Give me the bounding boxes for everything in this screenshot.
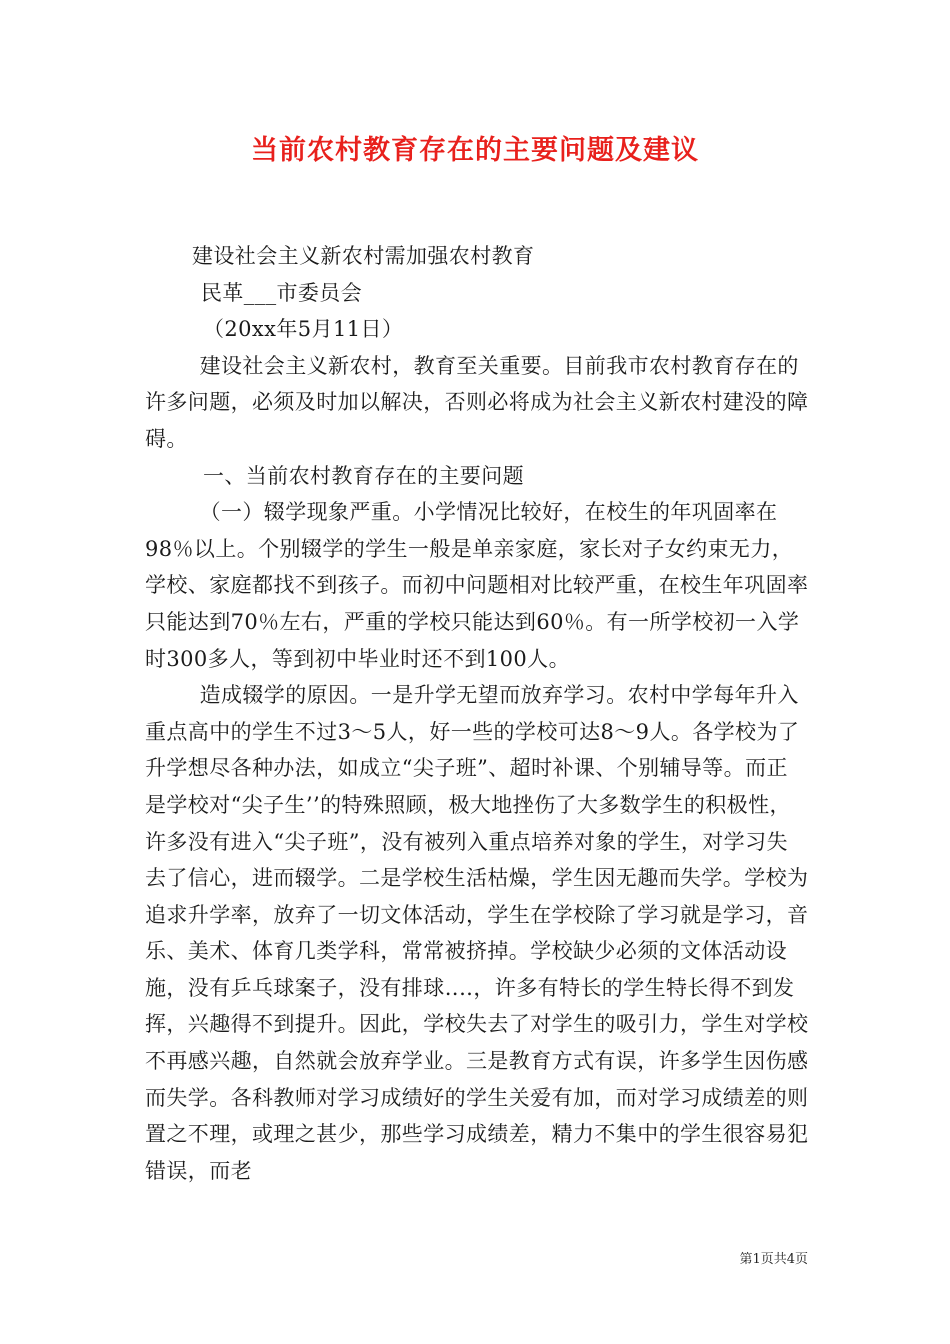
subtitle: 建设社会主义新农村需加强农村教育 <box>192 244 535 268</box>
document-body <box>145 238 809 1189</box>
page-number: 第1页共4页 <box>739 1252 808 1267</box>
paragraph-dropout: （一）辍学现象严重。小学情况比较好，在校生的年巩固率在98％以上。个别辍学的学生一般是单亲家庭，家长对子女约束无力，学校、家庭都找不到孩子。而初中问题相对比较严重，在校生年巩固率只能达到70％左右，严重的学校只能达到60％。有一所学校初一入学时300多人，等到初中毕业时还不到100人。 <box>145 500 809 671</box>
paragraph-causes: 造成辍学的原因。一是升学无望而放弃学习。农村中学每年升入重点高中的学生不过3～5人，好一些的学校可达8～9人。各学校为了升学想尽各种办法，如成立“尖子班”、超时补课、个别辅导等。而正是学校对“尖子生’’的特殊照顾，极大地挫伤了大多数学生的积极性，许多没有进入“尖子班”，没有被列入重点培养对象的学生，对学习失去了信心，进而辍学。二是学校生活枯燥，学生因无趣而失学。学校为追求升学率，放弃了一切文体活动，学生在学校除了学习就是学习，音乐、美术、体育几类学科，常常被挤掉。学校缺少必须的文体活动设施，没有乒乓球案子，没有排球‥‥，许多有特长的学生特长得不到发挥，兴趣得不到提升。因此，学校失去了对学生的吸引力，学生对学校不再感兴趣，自然就会放弃学业。三是教育方式有误，许多学生因伤感而失学。各科教师对学习成绩好的学生关爱有加，而对学习成绩差的则置之不理，或理之甚少，那些学习成绩差，精力不集中的学生很容易犯错误，而老 <box>145 683 809 1183</box>
paragraph-intro: 建设社会主义新农村，教育至关重要。目前我市农村教育存在的许多问题，必须及时加以解决，否则必将成为社会主义新农村建没的障碍。 <box>145 353 809 451</box>
organization: 民革___市委员会 <box>201 280 363 305</box>
section-heading: 一、当前农村教育存在的主要问题 <box>203 463 524 488</box>
document-title: 当前农村教育存在的主要问题及建议 <box>251 135 699 166</box>
date: （20xx年5月11日） <box>203 317 404 342</box>
